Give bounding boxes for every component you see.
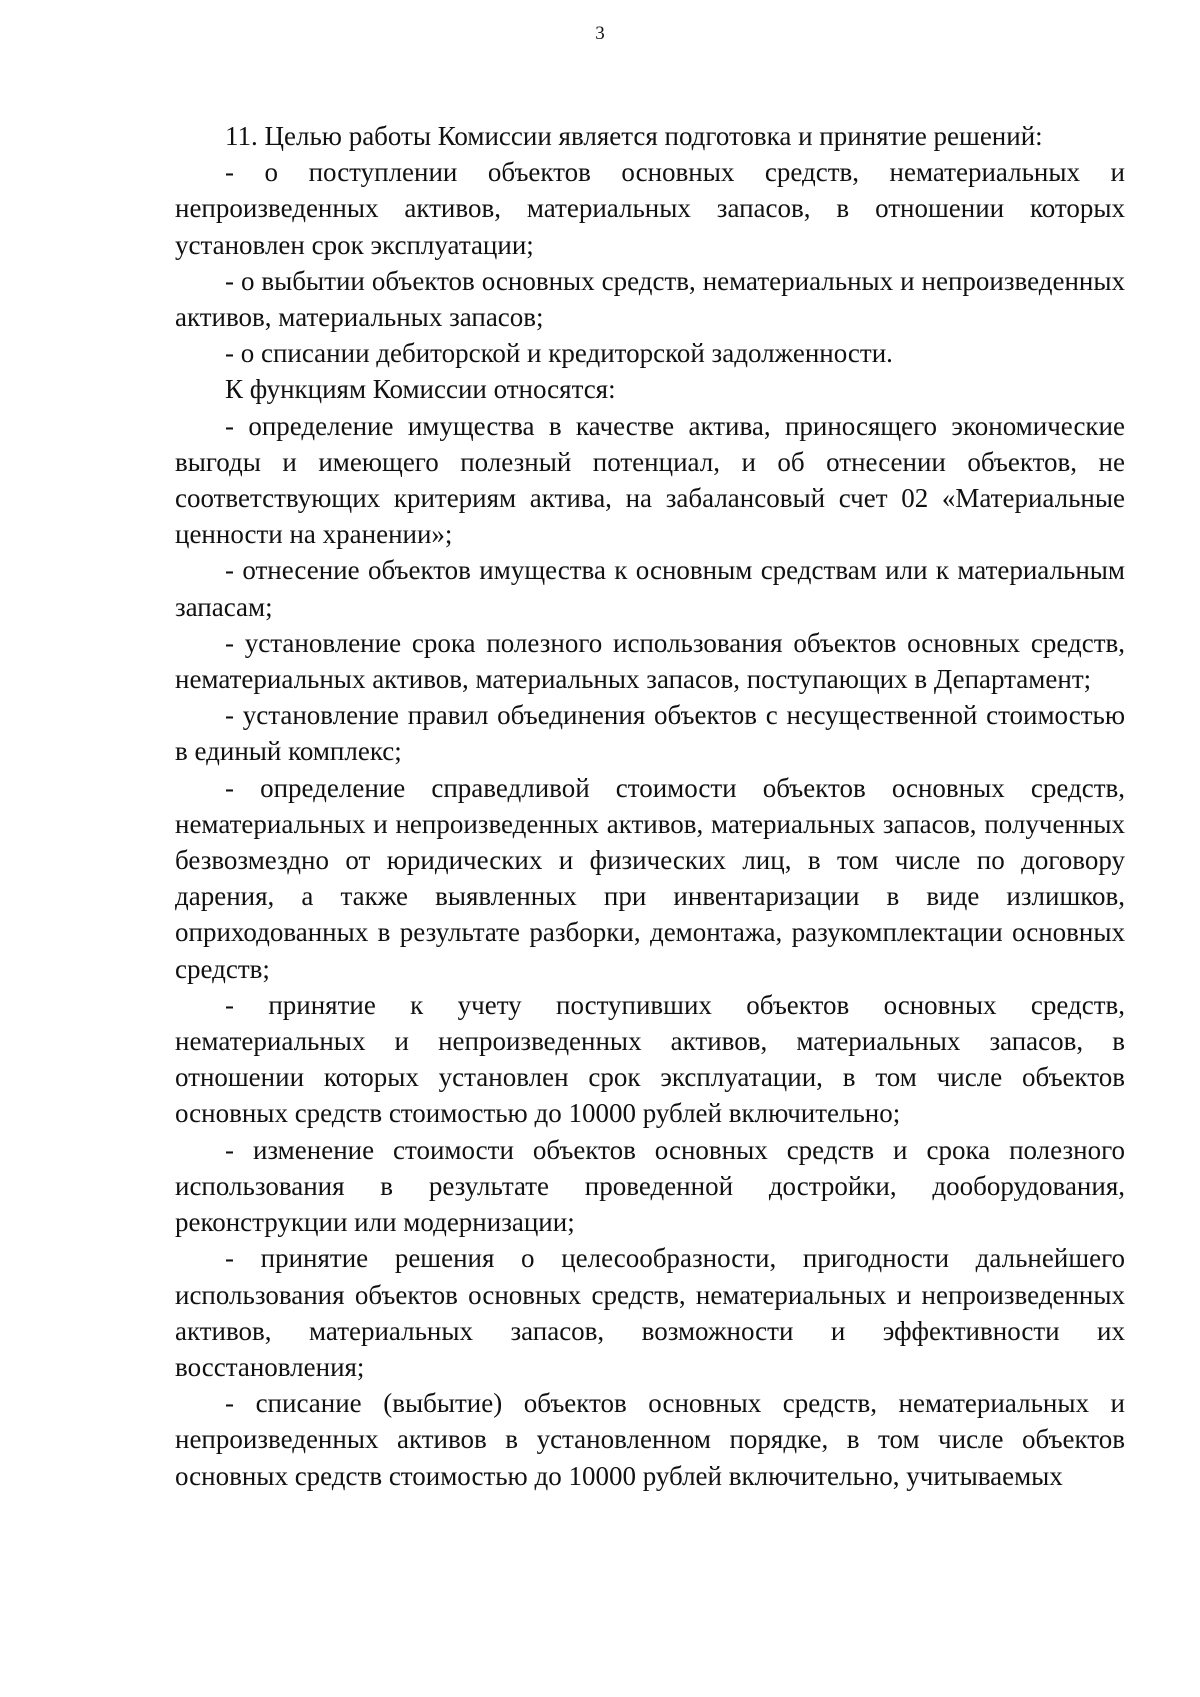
- paragraph-write-off: - списание (выбытие) объектов основных средств, нематериальных и непроизведенных активов в установленном порядке, в том числе объектов основных средств стоимостью до 10000 рублей включительно, учитываемых: [175, 1388, 1125, 1491]
- paragraph-fair-value: - определение справедливой стоимости объектов основных средств, нематериальных и непроизведенных активов, материальных запасов, полученных безвозмездно от юридических и физических лиц, в том числе по договору дарения, а также выявленных при инвентаризации в виде излишков, оприходованных в результате разборки, демонтажа, разукомплектации основных средств;: [175, 772, 1125, 984]
- paragraph-usability-decision: - принятие решения о целесообразности, пригодности дальнейшего использования объектов основных средств, нематериальных и непроизведенных активов, материальных запасов, возможности и эффективности их восстановления;: [175, 1243, 1125, 1382]
- document-body: [175, 118, 1125, 1494]
- paragraph-functions-heading: К функциям Комиссии относятся:: [225, 374, 616, 405]
- paragraph-useful-life: - установление срока полезного использования объектов основных средств, нематериальных активов, материальных запасов, поступающих в Департамент;: [175, 627, 1125, 695]
- paragraph-asset-definition: - определение имущества в качестве актива, приносящего экономические выгоды и имеющего полезный потенциал, и об отнесении объектов, не соответствующих критериям актива, на забалансовый счет 02 «Материальные ценности на хранении»;: [175, 410, 1125, 550]
- page-number: 3: [595, 23, 605, 44]
- paragraph-disposal-decision: - о выбытии объектов основных средств, нематериальных и непроизведенных активов, материальных запасов;: [175, 265, 1125, 333]
- paragraph-value-change: - изменение стоимости объектов основных средств и срока полезного использования в результате проведенной достройки, дооборудования, реконструкции или модернизации;: [175, 1134, 1125, 1238]
- paragraph-asset-classification: - отнесение объектов имущества к основным средствам или к материальным запасам;: [175, 555, 1125, 622]
- paragraph-debt-write-off: - о списании дебиторской и кредиторской задолженности.: [225, 338, 893, 369]
- paragraph-commission-goal: 11. Целью работы Комиссии является подготовка и принятие решений:: [225, 121, 1043, 151]
- paragraph-acceptance: - принятие к учету поступивших объектов основных средств, нематериальных и непроизведенных активов, материальных запасов, в отношении которых установлен срок эксплуатации, в том числе объектов основных средств стоимостью до 10000 рублей включительно;: [175, 989, 1125, 1129]
- paragraph-grouping-rules: - установление правил объединения объектов с несущественной стоимостью в единый комплекс;: [175, 700, 1125, 767]
- paragraph-receipt-decision: - о поступлении объектов основных средств, нематериальных и непроизведенных активов, материальных запасов, в отношении которых установлен срок эксплуатации;: [175, 157, 1125, 260]
